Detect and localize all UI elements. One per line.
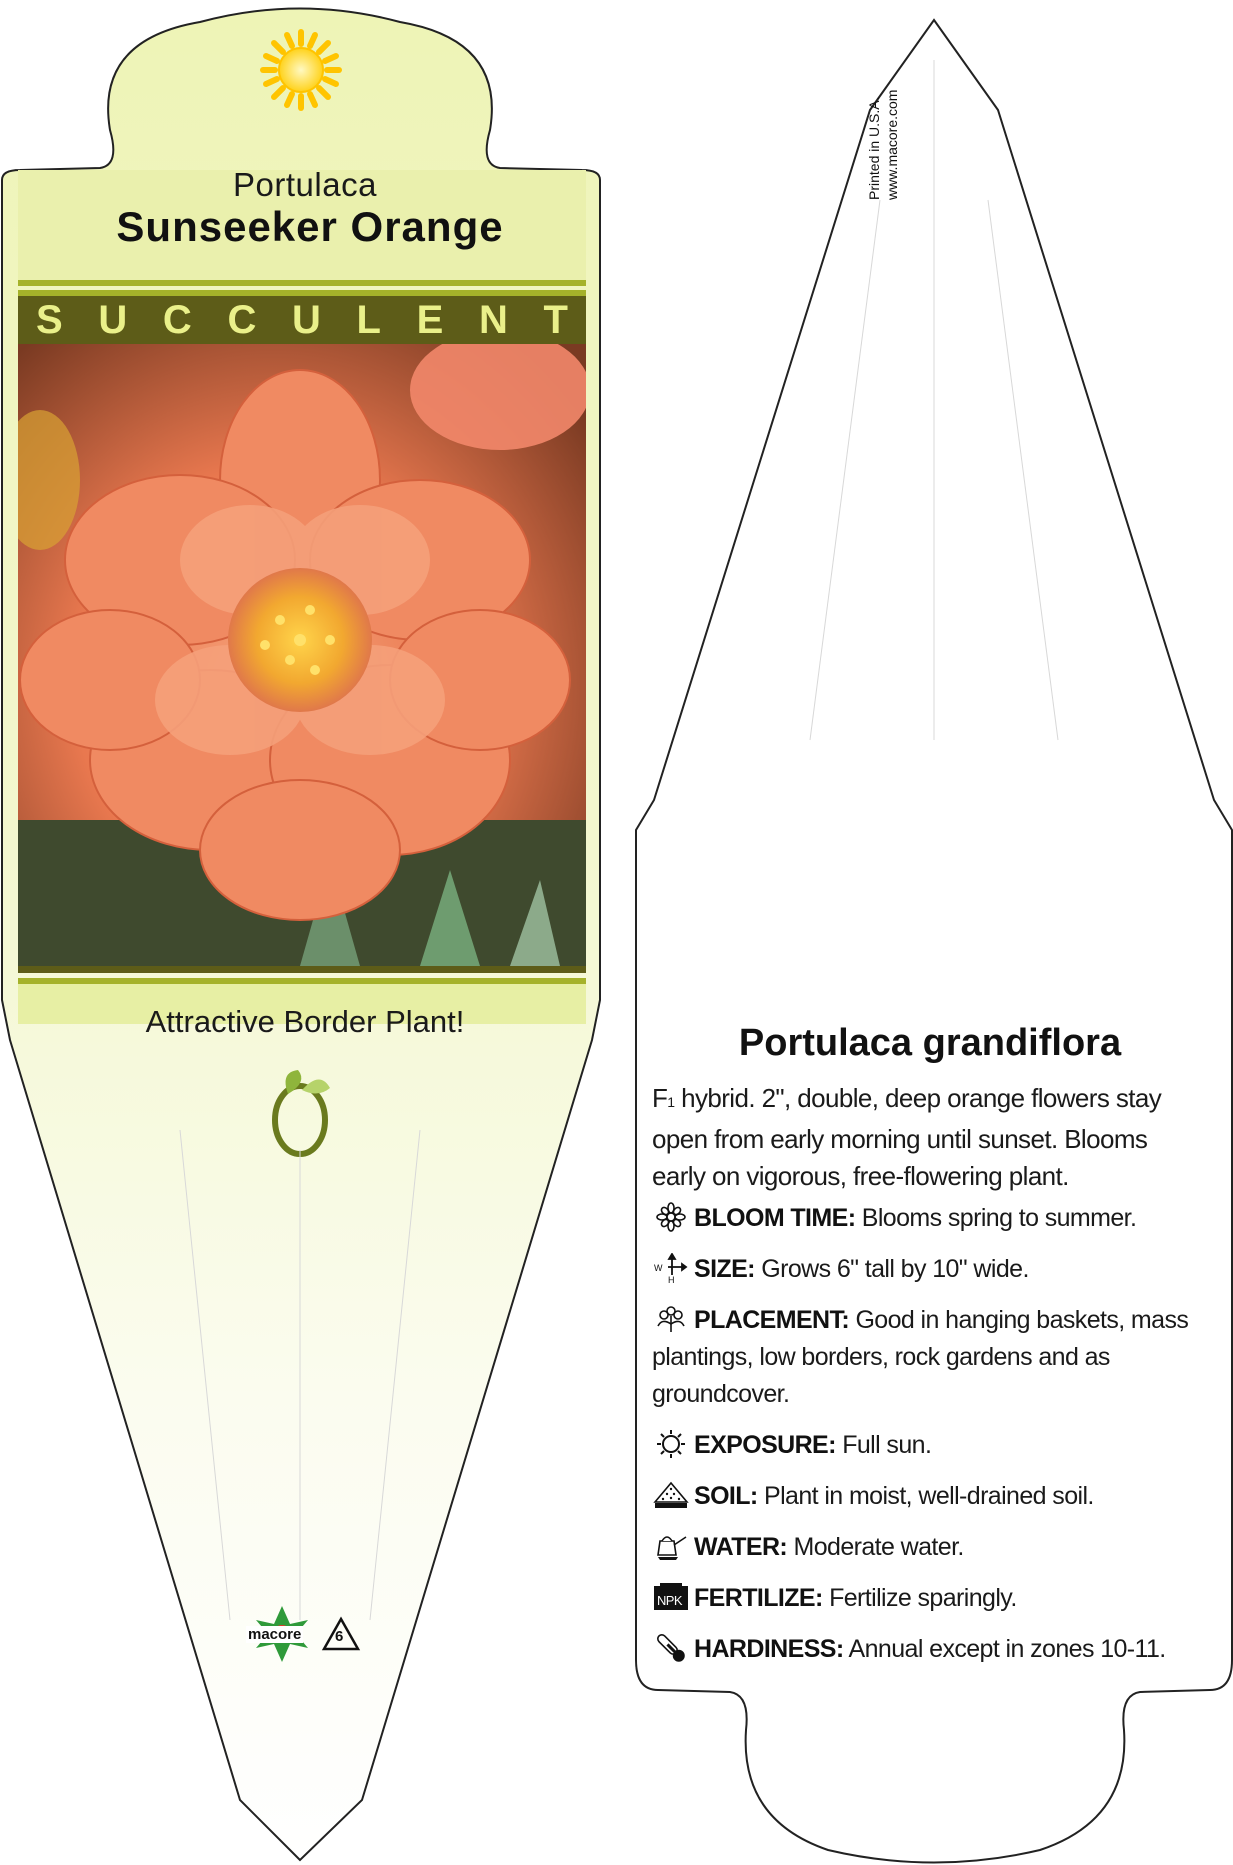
attribute-value: Fertilize sparingly. xyxy=(822,1584,1017,1612)
exposure-row xyxy=(652,1427,1192,1464)
sun-icon xyxy=(263,32,339,108)
plant-variety: Sunseeker Orange xyxy=(116,203,504,250)
watering-can-icon xyxy=(652,1531,690,1561)
category-letter: S xyxy=(36,297,63,342)
care-info xyxy=(652,1200,1192,1682)
f1-subscript: 1 xyxy=(667,1094,675,1110)
attribute-value: Moderate water. xyxy=(787,1533,964,1561)
width-letter: W xyxy=(654,1263,662,1273)
attribute-label: BLOOM TIME: xyxy=(694,1204,856,1232)
category-letter: U xyxy=(98,297,128,342)
recycle-code: 6 xyxy=(335,1628,344,1645)
attribute-value: Good in hanging baskets, mass plantings, low borders, rock gardens and as groundcover. xyxy=(652,1306,1189,1408)
category-letter: E xyxy=(416,297,444,342)
printed-in: Printed in U.S.A. xyxy=(866,96,882,200)
attribute-value: Blooms spring to summer. xyxy=(855,1204,1137,1232)
category-letter: L xyxy=(356,297,381,342)
category-letter: U xyxy=(291,297,321,342)
attribute-value: Annual except in zones 10-11. xyxy=(843,1635,1166,1663)
flower-photo xyxy=(0,330,590,966)
attribute-value: Plant in moist, well-drained soil. xyxy=(757,1482,1094,1510)
attribute-label: SIZE: xyxy=(694,1255,755,1283)
botanical-name: Portulaca grandiflora xyxy=(738,1022,1122,1064)
attribute-value: Full sun. xyxy=(835,1431,932,1459)
water-row xyxy=(652,1529,1192,1566)
sun-icon xyxy=(652,1429,690,1459)
attribute-label: FERTILIZE: xyxy=(694,1584,823,1612)
category-letter: N xyxy=(478,297,508,342)
plant-description xyxy=(652,1080,1182,1195)
category-label xyxy=(18,296,586,344)
tagline: Attractive Border Plant! xyxy=(145,1004,465,1039)
height-letter: H xyxy=(668,1275,674,1283)
npk-text: NPK xyxy=(657,1593,682,1608)
attribute-label: HARDINESS: xyxy=(694,1635,844,1663)
category-letter: C xyxy=(227,297,257,342)
size-icon xyxy=(652,1253,690,1283)
bloom-time-row xyxy=(652,1200,1192,1237)
size-row xyxy=(652,1251,1192,1288)
attribute-label: WATER: xyxy=(694,1533,788,1561)
npk-icon xyxy=(652,1582,690,1612)
attribute-value: Grows 6" tall by 10" wide. xyxy=(754,1255,1029,1283)
category-letter: C xyxy=(162,297,192,342)
category-letter: T xyxy=(543,297,568,342)
thermometer-icon xyxy=(652,1633,690,1663)
attribute-label: PLACEMENT: xyxy=(694,1306,850,1334)
soil-row xyxy=(652,1478,1192,1515)
website: www.macore.com xyxy=(884,89,900,200)
flower-icon xyxy=(652,1202,690,1232)
attribute-label: EXPOSURE: xyxy=(694,1431,836,1459)
brand-name: macore xyxy=(248,1626,302,1643)
fertilize-row xyxy=(652,1580,1192,1617)
placement-icon xyxy=(652,1304,690,1334)
hardiness-row xyxy=(652,1631,1192,1668)
attribute-label: SOIL: xyxy=(694,1482,758,1510)
f1-prefix: F xyxy=(652,1083,668,1113)
soil-icon xyxy=(652,1480,690,1510)
placement-row xyxy=(652,1302,1192,1413)
printed-info xyxy=(865,90,901,200)
description-text: hybrid. 2", double, deep orange flowers stay open from early morning until sunset. Blooms early on vigorous, free-flowering plant. xyxy=(652,1083,1162,1191)
plant-genus: Portulaca xyxy=(233,166,377,203)
